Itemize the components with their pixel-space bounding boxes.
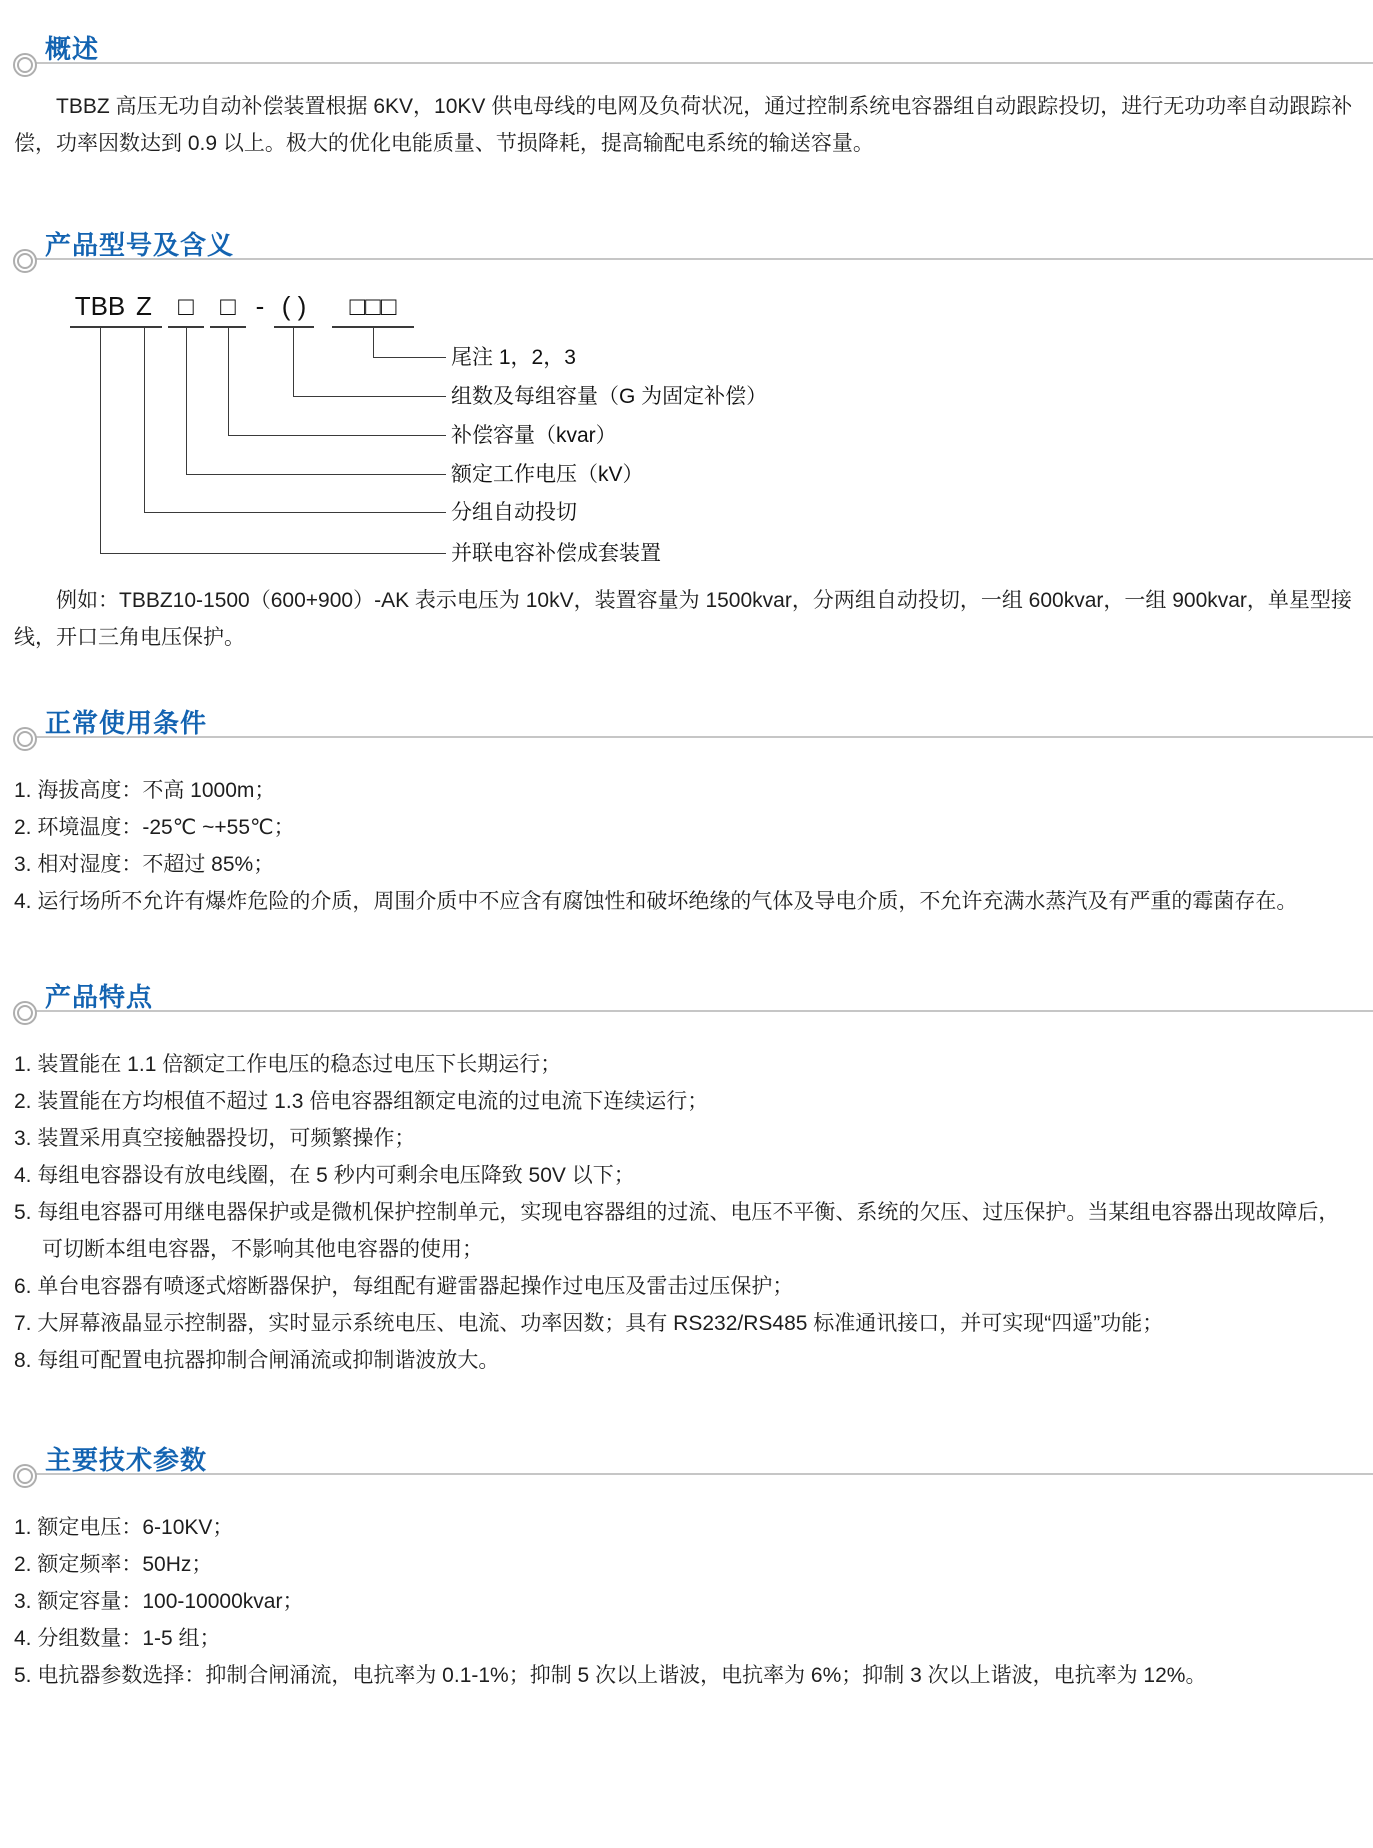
section-marker-icon	[13, 727, 37, 751]
model-code-part-z: Z	[126, 290, 162, 328]
section-header-features	[0, 974, 1373, 1022]
list-item: 3. 装置采用真空接触器投切，可频繁操作；	[14, 1127, 416, 1150]
section-title-features: 产品特点	[45, 981, 154, 1012]
section-divider	[28, 1010, 1373, 1012]
section-marker-icon	[13, 53, 37, 77]
list-item: 3. 额定容量：100-10000kvar；	[14, 1590, 304, 1613]
conditions-list	[14, 772, 1360, 920]
list-item: 1. 海拔高度：不高 1000m；	[14, 779, 276, 802]
list-item: 2. 额定频率：50Hz；	[14, 1553, 213, 1576]
features-list	[14, 1046, 1360, 1379]
section-features	[0, 974, 1373, 1379]
model-code-part-box1: □	[168, 290, 204, 328]
model-code-part-boxes3: □□□	[332, 290, 414, 328]
list-item: 3. 相对湿度：不超过 85%；	[14, 853, 275, 876]
diagram-label-switching: 分组自动投切	[451, 501, 577, 524]
section-title-model: 产品型号及含义	[45, 229, 235, 260]
section-title-overview: 概述	[45, 33, 100, 64]
model-code-part-tbb: TBB	[70, 290, 130, 328]
section-header-overview	[0, 26, 1373, 74]
list-item: 5. 每组电容器可用继电器保护或是微机保护控制单元，实现电容器组的过流、电压不平衡、系统的欠压、过压保护。当某组电容器出现故障后，可切断本组电容器，不影响其他电容器的使用；	[14, 1201, 1340, 1261]
model-code-part-dash: -	[255, 291, 265, 321]
section-marker-icon	[13, 249, 37, 273]
section-divider	[28, 1473, 1373, 1475]
section-conditions	[0, 700, 1373, 920]
model-designation-diagram	[14, 270, 1360, 582]
diagram-connector-line	[100, 328, 446, 554]
section-marker-icon	[13, 1464, 37, 1488]
section-header-parameters	[0, 1437, 1373, 1485]
model-code-part-box2: □	[210, 290, 246, 328]
section-title-conditions: 正常使用条件	[45, 707, 208, 738]
section-marker-icon	[13, 1001, 37, 1025]
list-item: 5. 电抗器参数选择：抑制合闸涌流，电抗率为 0.1-1%；抑制 5 次以上谐波，电抗率为 6%；抑制 3 次以上谐波，电抗率为 12%。	[14, 1664, 1207, 1687]
list-item: 1. 额定电压：6-10KV；	[14, 1516, 234, 1539]
diagram-label-groups: 组数及每组容量（G 为固定补偿）	[451, 385, 768, 408]
section-model	[0, 222, 1373, 656]
section-divider	[28, 62, 1373, 64]
section-marker-inner-ring	[17, 253, 33, 269]
section-marker-inner-ring	[17, 731, 33, 747]
parameters-list	[14, 1509, 1360, 1694]
list-item: 7. 大屏幕液晶显示控制器，实时显示系统电压、电流、功率因数；具有 RS232/RS485 标准通讯接口，并可实现“四遥”功能；	[14, 1312, 1164, 1335]
section-header-model	[0, 222, 1373, 270]
section-marker-inner-ring	[17, 1005, 33, 1021]
list-item: 2. 环境温度：-25℃ ~+55℃；	[14, 816, 295, 839]
list-item: 4. 每组电容器设有放电线圈，在 5 秒内可剩余电压降致 50V 以下；	[14, 1164, 635, 1187]
list-item: 8. 每组可配置电抗器抑制合闸涌流或抑制谐波放大。	[14, 1349, 500, 1372]
diagram-label-voltage: 额定工作电压（kV）	[451, 463, 644, 486]
diagram-label-device: 并联电容补偿成套装置	[451, 542, 661, 565]
section-parameters	[0, 1437, 1373, 1694]
list-item: 2. 装置能在方均根值不超过 1.3 倍电容器组额定电流的过电流下连续运行；	[14, 1090, 709, 1113]
model-code-part-parens: ( )	[274, 290, 314, 328]
diagram-label-suffix: 尾注 1，2，3	[451, 346, 576, 369]
section-marker-inner-ring	[17, 1468, 33, 1484]
section-marker-inner-ring	[17, 57, 33, 73]
list-item: 4. 运行场所不允许有爆炸危险的介质，周围介质中不应含有腐蚀性和破坏绝缘的气体及导电介质，不允许充满水蒸汽及有严重的霉菌存在。	[14, 890, 1298, 913]
section-divider	[28, 736, 1373, 738]
list-item: 1. 装置能在 1.1 倍额定工作电压的稳态过电压下长期运行；	[14, 1053, 562, 1076]
diagram-label-capacity: 补偿容量（kvar）	[451, 424, 617, 447]
list-item: 6. 单台电容器有喷逐式熔断器保护，每组配有避雷器起操作过电压及雷击过压保护；	[14, 1275, 794, 1298]
list-item: 4. 分组数量：1-5 组；	[14, 1627, 221, 1650]
model-example-paragraph: 例如：TBBZ10-1500（600+900）-AK 表示电压为 10kV，装置容量为 1500kvar，分两组自动投切，一组 600kvar，一组 900kvar，单星型接线，开口三角电压保护。	[14, 589, 1352, 649]
overview-paragraph: TBBZ 高压无功自动补偿装置根据 6KV，10KV 供电母线的电网及负荷状况，通过控制系统电容器组自动跟踪投切，进行无功功率自动跟踪补偿，功率因数达到 0.9 以上。极大的优化电能质量、节损降耗，提高输配电系统的输送容量。	[14, 95, 1353, 155]
section-header-conditions	[0, 700, 1373, 748]
section-title-parameters: 主要技术参数	[45, 1444, 208, 1475]
section-overview	[0, 0, 1373, 162]
